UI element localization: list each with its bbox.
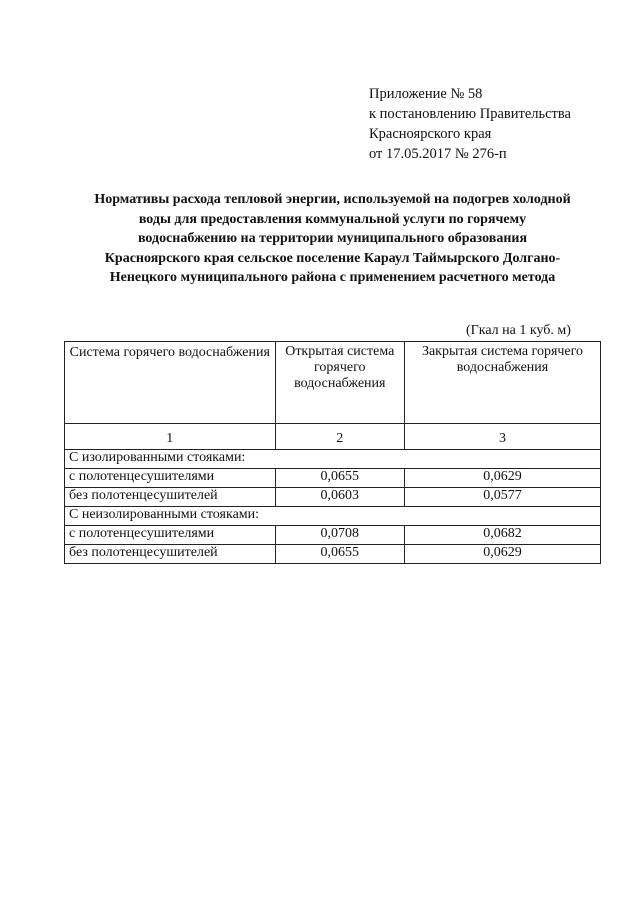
closed-value: 0,0629 [405,545,601,564]
group-row-insulated [65,450,601,469]
closed-value: 0,0682 [405,526,601,545]
open-value: 0,0655 [275,469,404,488]
open-value: 0,0655 [275,545,404,564]
title-line: Ненецкого муниципального района с применением расчетного метода [109,270,556,285]
table-row [65,545,601,564]
header-system: Система горячего водоснабжения [65,342,276,424]
open-value: 0,0708 [275,526,404,545]
title-line: Красноярского края сельское поселение Караул Таймырского Долгано- [104,250,561,266]
row-name: с полотенцесушителями [65,526,276,545]
title-line: Нормативы расхода тепловой энергии, используемой на подогрев холодной [94,192,571,207]
table-row [65,488,601,507]
title-line: водоснабжению на территории муниципального образования [137,231,528,246]
appendix-date: от 17.05.2017 № 276-п [369,146,507,162]
open-value: 0,0603 [275,488,404,507]
appendix-block [369,84,571,164]
unit-label: (Гкал на 1 куб. м) [466,323,571,338]
table-row [65,526,601,545]
column-number: 1 [65,424,276,450]
closed-value: 0,0577 [405,488,601,507]
appendix-resolution-ref: к постановлению Правительства [369,106,571,122]
norms-table [64,341,601,564]
column-number: 3 [405,424,601,450]
row-name: без полотенцесушителей [65,488,276,507]
appendix-region: Красноярского края [369,126,492,142]
row-name: с полотенцесушителями [65,469,276,488]
title-line: воды для предоставления коммунальной услуги по горячему [138,211,527,227]
column-number: 2 [275,424,404,450]
closed-value: 0,0629 [405,469,601,488]
table-header-row [65,342,601,424]
row-name: без полотенцесушителей [65,545,276,564]
appendix-number: Приложение № 58 [369,86,483,102]
column-numbers-row [65,424,601,450]
group-row-uninsulated [65,507,601,526]
document-title [50,190,615,288]
table-row [65,469,601,488]
header-open-system: Открытая система горячего водоснабжения [275,342,404,424]
header-closed-system: Закрытая система горячего водоснабжения [405,342,601,424]
group-label: С неизолированными стояками: [65,507,601,526]
group-label: С изолированными стояками: [65,450,601,469]
